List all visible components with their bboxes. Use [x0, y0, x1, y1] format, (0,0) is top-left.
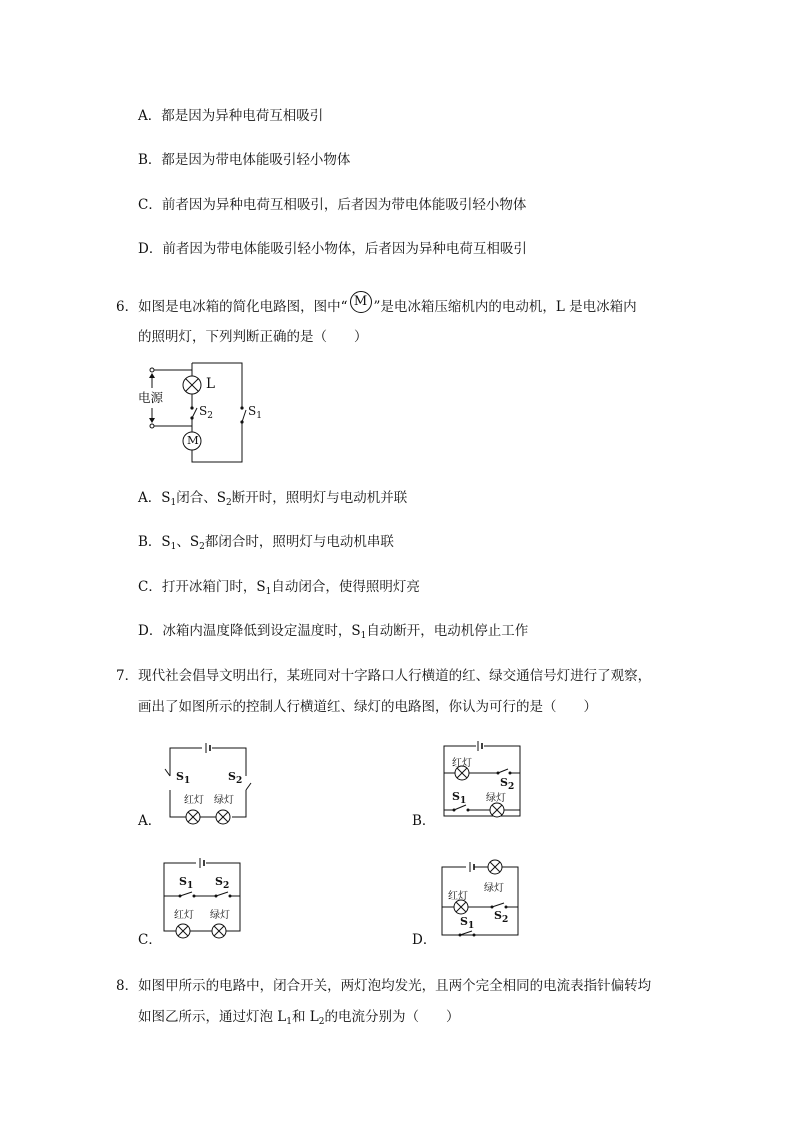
q7-circuit-a — [166, 740, 250, 824]
q8-stem-line2: 如图乙所示，通过灯泡 $L_1$和 $L_2$的电流分别为（ ） — [138, 1009, 460, 1027]
q6-option-d[interactable]: D．冰箱内温度降低到设定温度时，$S_1$自动断开，电动机停止工作 — [138, 623, 529, 641]
power-terminal-bottom — [150, 424, 154, 428]
green-light-label: 绿灯 — [486, 793, 506, 804]
green-light-icon — [212, 924, 226, 938]
option-text: 前者因为带电体能吸引轻小物体，后者因为异种电荷互相吸引 — [162, 241, 527, 257]
q7-circuit-d — [438, 855, 522, 939]
green-light-icon — [488, 860, 502, 874]
red-light-label: 红灯 — [174, 910, 194, 921]
s1-label: $S_1$ — [248, 404, 262, 421]
q6-option-a[interactable]: A．$S_1$闭合、$S_2$断开时，照明灯与电动机并联 — [138, 490, 408, 508]
switch-s2-icon — [190, 406, 197, 419]
green-light-label: 绿灯 — [484, 883, 504, 894]
switch-s2-label: $S_2$ — [215, 875, 230, 891]
q7-circuit-c — [160, 855, 244, 939]
q7-option-a[interactable]: A． — [138, 813, 162, 829]
option-text: 都是因为带电体能吸引轻小物体 — [161, 152, 351, 168]
green-light-icon — [490, 803, 504, 817]
lamp-label: L — [206, 376, 215, 392]
red-light-label: 红灯 — [452, 758, 472, 769]
green-light-icon — [216, 810, 230, 824]
switch-s2-label: $S_2$ — [500, 776, 515, 792]
motor-label: M — [187, 433, 199, 447]
q7-circuit-b — [440, 738, 522, 820]
q7-option-c[interactable]: C． — [138, 932, 162, 948]
switch-s2-label: $S_2$ — [494, 909, 509, 925]
q7-option-d[interactable]: D． — [412, 932, 437, 948]
q8-stem-line1: 8．如图甲所示的电路中，闭合开关，两灯泡均发光，且两个完全相同的电流表指针偏转均 — [116, 978, 652, 994]
q6-stem-text: ”是电冰箱压缩机内的电动机，L 是电冰箱内 — [373, 299, 637, 315]
q6-option-c[interactable]: C．打开冰箱门时，$S_1$自动闭合，使得照明灯亮 — [138, 579, 420, 597]
motor-symbol-label: M — [353, 294, 368, 309]
power-arrow-up — [149, 373, 155, 378]
red-light-label: 红灯 — [184, 795, 204, 806]
power-source-label: 电源 — [138, 390, 164, 405]
q6-stem-line1 — [116, 295, 637, 321]
switch-s2-label: $S_2$ — [228, 770, 243, 786]
green-light-label: 绿灯 — [214, 795, 234, 806]
question-number: 7． — [116, 668, 139, 684]
question-number: 6． — [116, 299, 139, 315]
option-c-prev[interactable] — [138, 193, 526, 213]
q7-stem-line2: 画出了如图所示的控制人行横道红、绿灯的电路图，你认为可行的是（ ） — [138, 699, 597, 715]
red-light-icon — [186, 810, 200, 824]
option-letter: D． — [138, 241, 163, 257]
option-b-prev[interactable] — [138, 148, 350, 168]
switch-s1-label: $S_1$ — [179, 875, 194, 891]
q6-fridge-circuit-diagram — [136, 356, 276, 468]
power-terminal-top — [150, 368, 154, 372]
option-d-prev[interactable] — [138, 237, 527, 257]
q6-stem-text: 如图是电冰箱的简化电路图，图中“ — [138, 299, 348, 315]
switch-s1-icon — [240, 406, 246, 423]
motor-symbol-icon — [350, 291, 372, 313]
green-light-label: 绿灯 — [210, 910, 230, 921]
switch-s1-label: $S_1$ — [460, 915, 475, 931]
option-letter: B． — [138, 152, 162, 168]
option-a-prev[interactable] — [138, 104, 323, 124]
lamp-l-icon — [183, 376, 201, 394]
q6-stem-line2: 的照明灯，下列判断正确的是（ ） — [138, 329, 368, 345]
option-text: 都是因为异种电荷互相吸引 — [161, 108, 324, 124]
question-number: 8． — [116, 978, 139, 994]
switch-s1-label: $S_1$ — [452, 790, 467, 806]
q7-stem-line1: 7．现代社会倡导文明出行，某班同对十字路口人行横道的红、绿交通信号灯进行了观察， — [116, 668, 652, 684]
s2-label: $S_2$ — [199, 404, 213, 421]
option-letter: A． — [138, 108, 162, 124]
q7-option-b[interactable]: B． — [412, 813, 436, 829]
switch-s1-label: $S_1$ — [176, 770, 191, 786]
red-light-icon — [176, 924, 190, 938]
option-letter: C． — [138, 197, 162, 213]
q6-option-b[interactable]: B．$S_1$、$S_2$都闭合时，照明灯与电动机串联 — [138, 534, 394, 552]
red-light-icon — [454, 900, 468, 914]
power-arrow-down — [149, 418, 155, 423]
red-light-label: 红灯 — [448, 891, 468, 902]
option-text: 前者因为异种电荷互相吸引，后者因为带电体能吸引轻小物体 — [161, 197, 527, 213]
